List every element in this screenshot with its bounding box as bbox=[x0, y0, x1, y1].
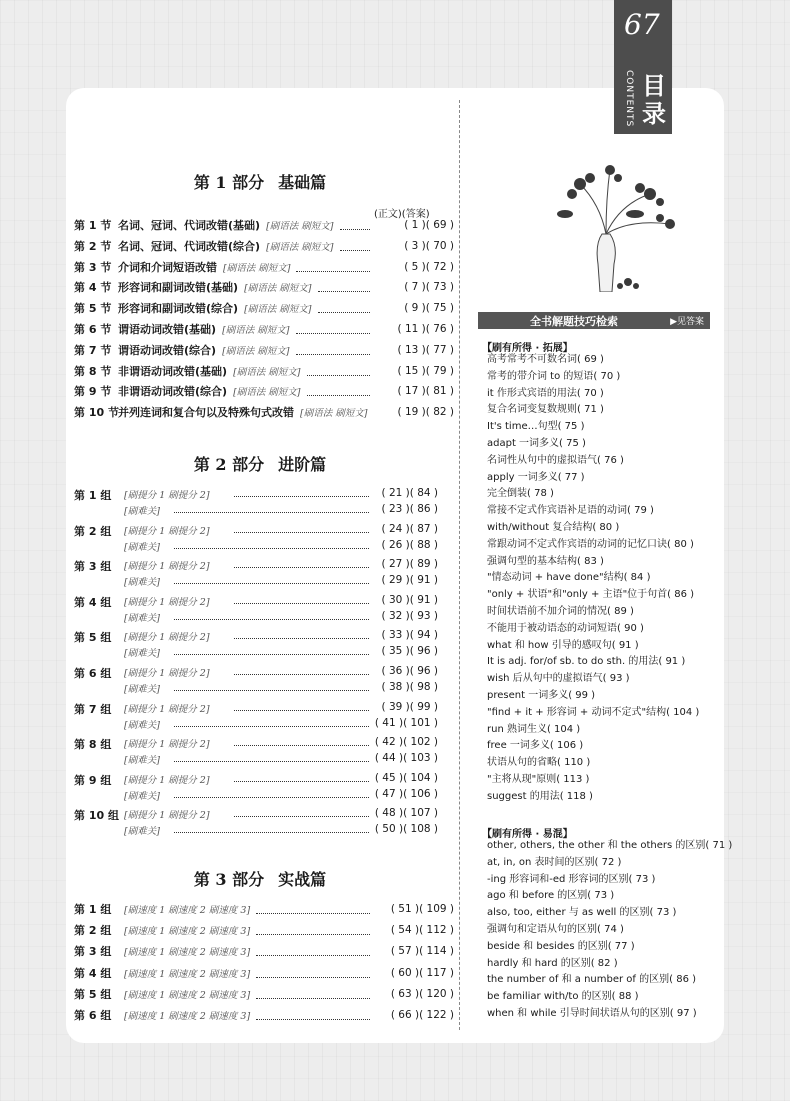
index-entry[interactable]: 时间状语前不加介词的情况( 89 ) bbox=[487, 605, 634, 617]
page-numbers: ( 47 )( 106 ) bbox=[374, 787, 438, 800]
index-entry[interactable]: wish 后从句中的虚拟语气( 93 ) bbox=[487, 673, 630, 685]
page-numbers: ( 42 )( 102 ) bbox=[374, 736, 438, 749]
page-numbers: ( 50 )( 108 ) bbox=[374, 823, 438, 836]
page-numbers: ( 5 )( 72 ) bbox=[404, 260, 454, 273]
index-entry[interactable]: what 和 how 引导的感叹句( 91 ) bbox=[487, 639, 639, 651]
leader-dots bbox=[296, 324, 371, 334]
section-title: 名词、冠词、代词改错(基础) bbox=[118, 219, 261, 232]
index-entry[interactable]: at, in, on 表时间的区别( 72 ) bbox=[487, 856, 622, 868]
part2-title bbox=[70, 452, 450, 475]
group-label: 第 3 组 bbox=[74, 945, 112, 959]
index-entry[interactable]: 高考常考不可数名词( 69 ) bbox=[487, 354, 604, 365]
group-tags-1: [刷提分 1 刷提分 2] bbox=[124, 561, 210, 573]
group-tags-2: [刷难关] bbox=[124, 719, 160, 731]
leader-dots bbox=[234, 596, 369, 604]
leader-dots bbox=[174, 754, 369, 762]
leader-dots bbox=[256, 925, 370, 935]
group-tags: [刷速度 1 刷速度 2 刷速度 3] bbox=[124, 968, 251, 980]
page-numbers: ( 7 )( 73 ) bbox=[404, 281, 454, 294]
column-divider bbox=[459, 100, 460, 1030]
section-tags: [刷语法 刷短文] bbox=[222, 325, 290, 336]
page-numbers: ( 45 )( 104 ) bbox=[374, 771, 438, 784]
group-tags-2: [刷难关] bbox=[124, 577, 160, 589]
page-numbers: ( 60 )( 117 ) bbox=[390, 966, 454, 979]
group-label: 第 4 组 bbox=[74, 966, 112, 980]
section-number: 第 1 节 bbox=[74, 219, 112, 232]
index-entry[interactable]: run 熟词生义( 104 ) bbox=[487, 723, 581, 735]
page-title: 目录 bbox=[642, 72, 666, 128]
index-entry[interactable]: -ing 形容词和-ed 形容词的区别( 73 ) bbox=[487, 873, 656, 885]
index-entry[interactable]: the number of 和 a number of 的区别( 86 ) bbox=[487, 974, 697, 986]
section-tags: [刷语法 刷短文] bbox=[223, 262, 291, 274]
group-label: 第 5 组 bbox=[74, 987, 112, 1001]
section-number: 第 8 节 bbox=[74, 364, 112, 378]
index-entry[interactable]: 强调句型的基本结构( 83 ) bbox=[487, 555, 604, 567]
plant-vase-illustration bbox=[540, 164, 690, 292]
leader-dots bbox=[174, 790, 369, 798]
toc-group[interactable] bbox=[74, 700, 454, 736]
section-tags: [刷语法 刷短文] bbox=[233, 387, 301, 399]
index-entry[interactable]: ago 和 before 的区别( 73 ) bbox=[487, 890, 615, 902]
page-numbers: ( 27 )( 89 ) bbox=[381, 558, 438, 571]
section-title: 非谓语动词改错(基础) bbox=[118, 364, 228, 378]
index-entry[interactable]: "only + 状语"和"only + 主语"位于句首( 86 ) bbox=[487, 589, 695, 601]
page-numbers: ( 15 )( 79 ) bbox=[397, 364, 454, 377]
part1-title-name: 基础篇 bbox=[278, 173, 327, 192]
leader-dots bbox=[174, 576, 369, 584]
leader-dots bbox=[174, 719, 369, 727]
group-label: 第 3 组 bbox=[74, 560, 112, 574]
group-tags: [刷速度 1 刷速度 2 刷速度 3] bbox=[124, 1011, 251, 1022]
index-entry[interactable]: 不能用于被动语态的动词短语( 90 ) bbox=[487, 622, 644, 634]
toc-row[interactable] bbox=[74, 942, 454, 960]
page-numbers: ( 17 )( 81 ) bbox=[397, 385, 454, 398]
leader-dots bbox=[234, 774, 369, 782]
index-entry[interactable]: adapt 一词多义( 75 ) bbox=[487, 437, 586, 449]
toc-row[interactable] bbox=[74, 900, 454, 918]
section-tags: [刷语法 刷短文] bbox=[244, 304, 312, 316]
section-tags: [刷语法 刷短文] bbox=[300, 408, 368, 420]
page-numbers: ( 23 )( 86 ) bbox=[381, 503, 438, 515]
section-tags: [刷语法 刷短文] bbox=[222, 345, 290, 357]
page-numbers: ( 3 )( 70 ) bbox=[404, 239, 454, 252]
index-entry[interactable]: "find + it + 形容词 + 动词不定式"结构( 104 ) bbox=[487, 706, 700, 718]
page-numbers: ( 66 )( 122 ) bbox=[390, 1009, 454, 1021]
section-title: 并列连词和复合句以及特殊句式改错 bbox=[118, 406, 294, 420]
page-numbers: ( 44 )( 103 ) bbox=[374, 752, 438, 765]
page-numbers: ( 32 )( 93 ) bbox=[381, 609, 438, 622]
group-tags: [刷速度 1 刷速度 2 刷速度 3] bbox=[124, 926, 251, 938]
section-number: 第 6 节 bbox=[74, 323, 112, 336]
group-label: 第 1 组 bbox=[74, 489, 112, 502]
group-tags-1: [刷提分 1 刷提分 2] bbox=[124, 774, 210, 786]
section-number: 第 5 节 bbox=[74, 302, 112, 316]
toc-row[interactable] bbox=[74, 403, 454, 421]
leader-dots bbox=[318, 282, 371, 292]
page-numbers: ( 30 )( 91 ) bbox=[381, 593, 438, 606]
group-tags-1: [刷提分 1 刷提分 2] bbox=[124, 810, 210, 822]
toc-group[interactable] bbox=[74, 771, 454, 807]
group-tags-1: [刷提分 1 刷提分 2] bbox=[124, 596, 210, 608]
section-number: 第 9 节 bbox=[74, 385, 112, 399]
index-entry[interactable]: it 作形式宾语的用法( 70 ) bbox=[487, 387, 604, 399]
leader-dots bbox=[256, 989, 370, 999]
section-tags: [刷语法 刷短文] bbox=[266, 221, 334, 232]
page-numbers: ( 38 )( 98 ) bbox=[381, 681, 438, 693]
index-banner bbox=[478, 312, 710, 329]
page-numbers: ( 21 )( 84 ) bbox=[381, 487, 438, 499]
section-title: 谓语动词改错(综合) bbox=[118, 343, 217, 357]
page-numbers: ( 39 )( 99 ) bbox=[381, 700, 438, 713]
section-number: 第 10 节 bbox=[74, 406, 119, 420]
page-numbers: ( 1 )( 69 ) bbox=[404, 219, 454, 231]
index-entry[interactable]: hardly 和 hard 的区别( 82 ) bbox=[487, 957, 618, 969]
page-numbers: ( 41 )( 101 ) bbox=[374, 716, 438, 729]
toc-group[interactable] bbox=[74, 522, 454, 558]
part3-title bbox=[70, 867, 450, 890]
toc-row[interactable] bbox=[74, 320, 454, 338]
page-numbers: ( 9 )( 75 ) bbox=[404, 302, 454, 315]
leader-dots bbox=[340, 220, 371, 230]
page-numbers: ( 48 )( 107 ) bbox=[374, 807, 438, 820]
group-label: 第 4 组 bbox=[74, 595, 112, 609]
index-entry[interactable]: present 一词多义( 99 ) bbox=[487, 689, 596, 701]
page-numbers: ( 33 )( 94 ) bbox=[381, 629, 438, 642]
part3-title-name: 实战篇 bbox=[278, 870, 327, 889]
leader-dots bbox=[174, 505, 369, 513]
group-label: 第 9 组 bbox=[74, 773, 112, 787]
index-entry[interactable]: It is adj. for/of sb. to do sth. 的用法( 91 ) bbox=[487, 656, 686, 668]
group-tags-2: [刷难关] bbox=[124, 826, 160, 838]
leader-dots bbox=[340, 241, 371, 251]
leader-dots bbox=[296, 262, 370, 272]
toc-row[interactable] bbox=[74, 216, 454, 234]
index-entry[interactable]: 常跟动词不定式作宾语的动词的记忆口诀( 80 ) bbox=[487, 538, 694, 550]
index-list-expand bbox=[487, 352, 699, 806]
toc-group[interactable] bbox=[74, 664, 454, 700]
contents-label: CONTENTS bbox=[624, 70, 634, 128]
toc-row[interactable] bbox=[74, 278, 454, 296]
toc-row[interactable] bbox=[74, 921, 454, 939]
index-entry[interactable]: also, too, either 与 as well 的区别( 73 ) bbox=[487, 907, 677, 919]
page-numbers: ( 13 )( 77 ) bbox=[397, 343, 454, 356]
group-tags-1: [刷提分 1 刷提分 2] bbox=[124, 632, 210, 644]
leader-dots bbox=[234, 738, 369, 746]
index-entry[interactable]: It's time…句型( 75 ) bbox=[487, 421, 585, 433]
group-label: 第 2 组 bbox=[74, 924, 112, 938]
leader-dots bbox=[296, 345, 371, 355]
leader-dots bbox=[256, 968, 370, 978]
index-entry[interactable]: apply 一词多义( 77 ) bbox=[487, 471, 585, 483]
toc-row[interactable] bbox=[74, 985, 454, 1003]
group-label: 第 1 组 bbox=[74, 903, 112, 916]
section-title: 非谓语动词改错(综合) bbox=[118, 385, 228, 399]
index-banner-title: 全书解题技巧检索 bbox=[530, 314, 619, 328]
leader-dots bbox=[174, 825, 369, 833]
section-title: 形容词和副词改错(基础) bbox=[118, 281, 239, 295]
group-tags-2: [刷难关] bbox=[124, 790, 160, 802]
group-tags-2: [刷难关] bbox=[124, 684, 160, 695]
brand-logo: 67 bbox=[624, 8, 660, 41]
toc-row[interactable] bbox=[74, 362, 454, 380]
section-number: 第 4 节 bbox=[74, 281, 112, 295]
toc-group[interactable] bbox=[74, 735, 454, 771]
group-label: 第 6 组 bbox=[74, 1009, 112, 1022]
index-entry[interactable]: 常接不定式作宾语补足语的动词( 79 ) bbox=[487, 505, 654, 517]
leader-dots bbox=[234, 631, 369, 639]
index-entry[interactable]: be familiar with/to 的区别( 88 ) bbox=[487, 991, 639, 1003]
section-tags: [刷语法 刷短文] bbox=[266, 241, 334, 253]
group-label: 第 5 组 bbox=[74, 631, 112, 645]
page-numbers: ( 35 )( 96 ) bbox=[381, 645, 438, 658]
leader-dots bbox=[234, 560, 369, 568]
leader-dots bbox=[307, 386, 371, 396]
toc-row[interactable] bbox=[74, 964, 454, 982]
part2-title-name: 进阶篇 bbox=[278, 455, 327, 474]
page-numbers: ( 29 )( 91 ) bbox=[381, 574, 438, 587]
leader-dots bbox=[256, 904, 370, 914]
contents-badge bbox=[614, 0, 672, 134]
index-entry[interactable]: 常考的带介词 to 的短语( 70 ) bbox=[487, 370, 621, 382]
group-label: 第 7 组 bbox=[74, 702, 112, 716]
index-entry[interactable]: with/without 复合结构( 80 ) bbox=[487, 521, 620, 533]
index-entry[interactable]: beside 和 besides 的区别( 77 ) bbox=[487, 940, 635, 952]
section-title: 谓语动词改错(基础) bbox=[118, 323, 217, 336]
column-header: (正文)(答案) bbox=[374, 209, 430, 220]
page-numbers: ( 54 )( 112 ) bbox=[390, 924, 454, 937]
section-title: 形容词和副词改错(综合) bbox=[118, 302, 239, 316]
group-tags-1: [刷提分 1 刷提分 2] bbox=[124, 668, 210, 679]
group-tags-2: [刷难关] bbox=[124, 648, 160, 660]
group-tags: [刷速度 1 刷速度 2 刷速度 3] bbox=[124, 989, 251, 1001]
part3-title-num: 第 3 部分 bbox=[193, 870, 265, 889]
part1-title-num: 第 1 部分 bbox=[193, 173, 265, 192]
index-entry[interactable]: "情态动词 + have done"结构( 84 ) bbox=[487, 572, 651, 584]
group-tags: [刷速度 1 刷速度 2 刷速度 3] bbox=[124, 947, 251, 959]
index-list-confusable bbox=[487, 838, 732, 1023]
section-number: 第 2 节 bbox=[74, 239, 112, 253]
index-entry[interactable]: 名词性从句中的虚拟语气( 76 ) bbox=[487, 454, 624, 466]
part1-title bbox=[70, 170, 450, 193]
leader-dots bbox=[234, 525, 369, 533]
index-entry[interactable]: "主将从现"原则( 113 ) bbox=[487, 773, 590, 785]
leader-dots bbox=[234, 809, 369, 817]
toc-row[interactable] bbox=[74, 237, 454, 255]
index-entry[interactable]: 状语从句的省略( 110 ) bbox=[487, 757, 591, 769]
index-banner-arrow: ▶见答案 bbox=[670, 317, 704, 327]
toc-group[interactable] bbox=[74, 628, 454, 664]
page-numbers: ( 51 )( 109 ) bbox=[390, 903, 454, 915]
page-numbers: ( 63 )( 120 ) bbox=[390, 987, 454, 1000]
leader-dots bbox=[256, 946, 370, 956]
group-tags-2: [刷难关] bbox=[124, 612, 160, 624]
group-label: 第 2 组 bbox=[74, 524, 112, 538]
index-entry[interactable]: other, others, the other 和 the others 的区别( 71 ) bbox=[487, 840, 733, 851]
leader-dots bbox=[318, 303, 371, 313]
group-label: 第 6 组 bbox=[74, 667, 112, 680]
section-number: 第 3 节 bbox=[74, 260, 112, 274]
toc-row[interactable] bbox=[74, 382, 454, 400]
group-label: 第 8 组 bbox=[74, 738, 112, 752]
group-tags-2: [刷难关] bbox=[124, 755, 160, 767]
group-tags-1: [刷提分 1 刷提分 2] bbox=[124, 739, 210, 751]
index-entry[interactable]: 完全倒装( 78 ) bbox=[487, 488, 554, 500]
toc-group[interactable] bbox=[74, 486, 454, 522]
section-tags: [刷语法 刷短文] bbox=[244, 283, 312, 295]
toc-row[interactable] bbox=[74, 1006, 454, 1024]
page-numbers: ( 36 )( 96 ) bbox=[381, 665, 438, 677]
index-entry[interactable]: 复合名词变复数规则( 71 ) bbox=[487, 404, 604, 416]
index-entry[interactable]: suggest 的用法( 118 ) bbox=[487, 790, 593, 802]
toc-row[interactable] bbox=[74, 341, 454, 359]
group-label: 第 10 组 bbox=[74, 809, 119, 823]
toc-row[interactable] bbox=[74, 299, 454, 317]
part2-title-num: 第 2 部分 bbox=[193, 455, 265, 474]
page-numbers: ( 57 )( 114 ) bbox=[390, 945, 454, 958]
page-numbers: ( 11 )( 76 ) bbox=[397, 323, 454, 335]
group-tags: [刷速度 1 刷速度 2 刷速度 3] bbox=[124, 905, 251, 916]
page-numbers: ( 24 )( 87 ) bbox=[381, 522, 438, 535]
group-tags-1: [刷提分 1 刷提分 2] bbox=[124, 703, 210, 715]
toc-row[interactable] bbox=[74, 258, 454, 276]
group-tags-2: [刷难关] bbox=[124, 541, 160, 553]
page-numbers: ( 19 )( 82 ) bbox=[397, 406, 454, 419]
section-title: 介词和介词短语改错 bbox=[118, 260, 217, 274]
group-tags-2: [刷难关] bbox=[124, 506, 160, 517]
index-entry[interactable]: free 一词多义( 106 ) bbox=[487, 740, 584, 752]
group-tags-1: [刷提分 1 刷提分 2] bbox=[124, 490, 210, 501]
leader-dots bbox=[174, 541, 369, 549]
index-entry[interactable]: 强调句和定语从句的区别( 74 ) bbox=[487, 923, 624, 935]
toc-group[interactable] bbox=[74, 557, 454, 593]
group-tags-1: [刷提分 1 刷提分 2] bbox=[124, 525, 210, 537]
leader-dots bbox=[174, 647, 369, 655]
leader-dots bbox=[234, 703, 369, 711]
index-entry[interactable]: when 和 while 引导时间状语从句的区别( 97 ) bbox=[487, 1007, 697, 1019]
section-tags: [刷语法 刷短文] bbox=[233, 366, 301, 378]
index-category-confusable: 【刷有所得 · 易混】 bbox=[482, 829, 573, 840]
section-title: 名词、冠词、代词改错(综合) bbox=[118, 239, 261, 253]
leader-dots bbox=[234, 489, 369, 497]
leader-dots bbox=[234, 667, 369, 675]
toc-group[interactable] bbox=[74, 593, 454, 629]
leader-dots bbox=[256, 1010, 370, 1020]
section-number: 第 7 节 bbox=[74, 343, 112, 357]
leader-dots bbox=[307, 366, 371, 376]
page-numbers: ( 26 )( 88 ) bbox=[381, 538, 438, 551]
leader-dots bbox=[174, 683, 369, 691]
leader-dots bbox=[174, 612, 369, 620]
toc-group[interactable] bbox=[74, 806, 454, 842]
index-category-expand: 【刷有所得 · 拓展】 bbox=[482, 343, 573, 354]
